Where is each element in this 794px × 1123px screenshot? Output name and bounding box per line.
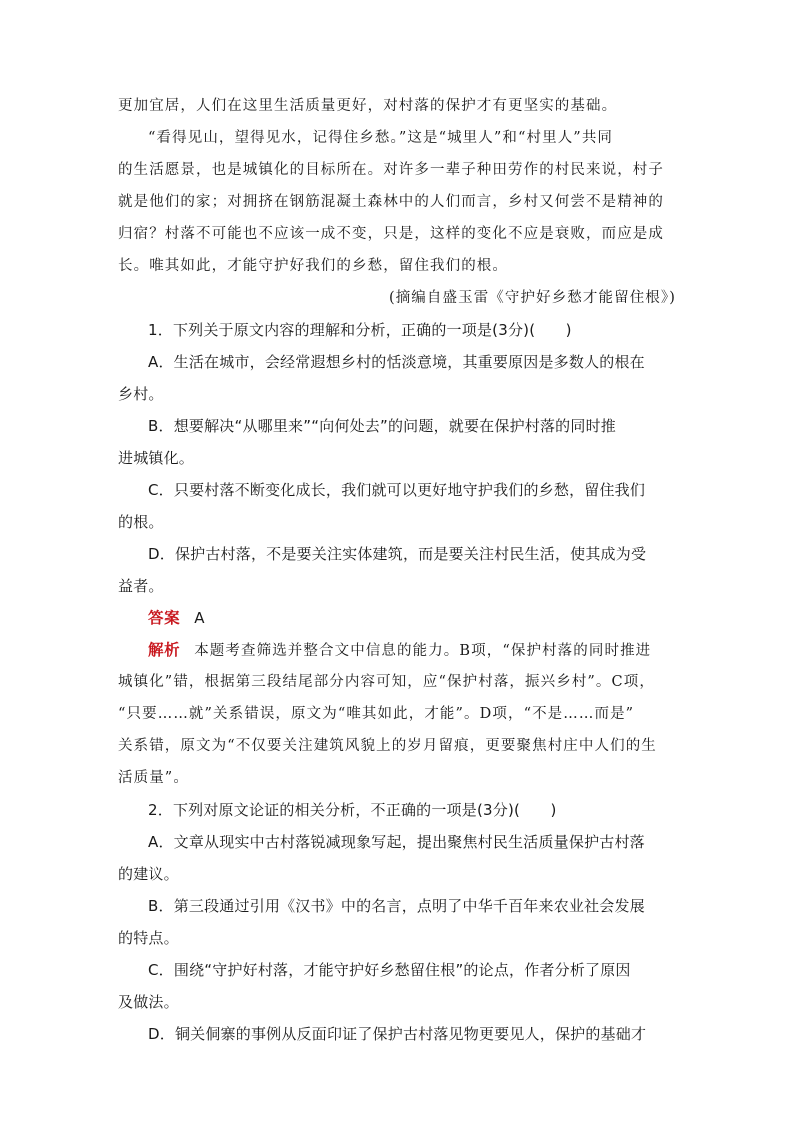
passage-line: 就是他们的家；对拥挤在钢筋混凝土森林中的人们而言，乡村又何尝不是精神的 xyxy=(118,194,664,210)
question-1-option-c: C．只要村落不断变化成长，我们就可以更好地守护我们的乡愁，留住我们 xyxy=(148,481,646,499)
answer-value: A xyxy=(194,609,205,627)
question-1-option-b-cont: 进城镇化。 xyxy=(118,449,195,467)
analysis-text: 本题考查筛选并整合文中信息的能力。B项，“保护村落的同时推进 xyxy=(194,643,652,659)
analysis-line: 活质量”。 xyxy=(118,770,189,786)
question-2-stem: 2．下列对原文论证的相关分析，不正确的一项是(3分)( ) xyxy=(148,801,557,819)
question-1-answer xyxy=(148,608,708,628)
analysis-line: 关系错，原文为“不仅要关注建筑风貌上的岁月留痕，更要聚焦村庄中人们的生 xyxy=(118,738,657,754)
question-1-option-a: A．生活在城市，会经常遐想乡村的恬淡意境，其重要原因是多数人的根在 xyxy=(148,353,645,371)
question-2-option-c-cont: 及做法。 xyxy=(118,993,179,1011)
question-1-option-b: B．想要解决“从哪里来”“向何处去”的问题，就要在保护村落的同时推 xyxy=(148,417,616,435)
passage-line: 归宿？村落不可能也不应该一成不变，只是，这样的变化不应是衰败，而应是成 xyxy=(118,226,664,242)
analysis-label: 解析 xyxy=(148,641,181,659)
question-2-option-c: C．围绕“守护好村落，才能守护好乡愁留住根”的论点，作者分析了原因 xyxy=(148,961,631,979)
analysis-line: “只要……就”关系错误，原文为“唯其如此，才能”。D项，“不是……而是” xyxy=(118,706,635,722)
passage-line: 更加宜居，人们在这里生活质量更好，对村落的保护才有更坚实的基础。 xyxy=(118,98,618,114)
question-1-option-d: D．保护古村落，不是要关注实体建筑，而是要关注村民生活，使其成为受 xyxy=(148,545,647,563)
passage-line: 长。唯其如此，才能守护好我们的乡愁，留住我们的根。 xyxy=(118,258,508,274)
question-1-analysis xyxy=(148,640,708,661)
passage-line: “看得见山，望得见水，记得住乡愁。”这是“城里人”和“村里人”共同 xyxy=(148,130,614,146)
question-1-option-a-cont: 乡村。 xyxy=(118,385,164,403)
analysis-line: 城镇化”错，根据第三段结尾部分内容可知，应“保护村落，振兴乡村”。C项， xyxy=(118,674,655,690)
question-2-option-d: D．铜关侗寨的事例从反面印证了保护古村落见物更要见人，保护的基础才 xyxy=(148,1025,647,1043)
passage-line: 的生活愿景，也是城镇化的目标所在。对许多一辈子种田劳作的村民来说，村子 xyxy=(118,162,664,178)
passage-source: (摘编自盛玉雷《守护好乡愁才能留住根》) xyxy=(388,290,676,306)
question-1-option-d-cont: 益者。 xyxy=(118,577,164,595)
question-1-stem: 1．下列关于原文内容的理解和分析，正确的一项是(3分)( ) xyxy=(148,321,572,339)
question-2-option-a-cont: 的建议。 xyxy=(118,865,179,883)
question-1-option-c-cont: 的根。 xyxy=(118,513,164,531)
question-2-option-a: A．文章从现实中古村落锐减现象写起，提出聚焦村民生活质量保护古村落 xyxy=(148,833,645,851)
answer-label: 答案 xyxy=(148,609,181,627)
question-2-option-b-cont: 的特点。 xyxy=(118,929,179,947)
question-2-option-b: B．第三段通过引用《汉书》中的名言，点明了中华千百年来农业社会发展 xyxy=(148,897,645,915)
